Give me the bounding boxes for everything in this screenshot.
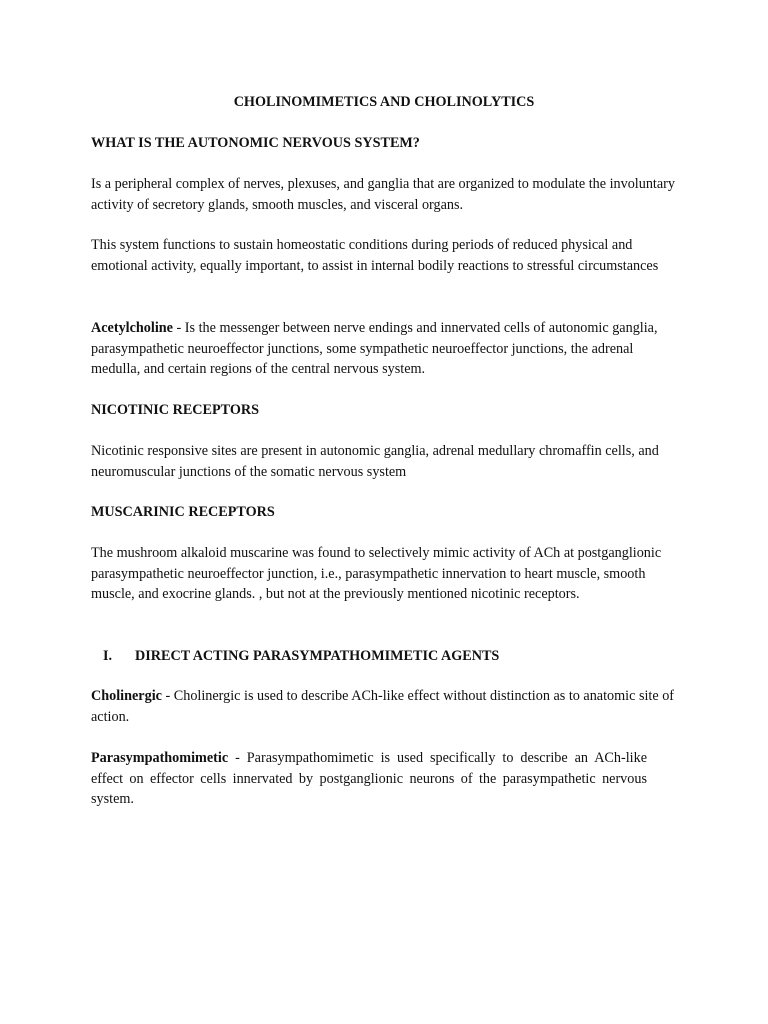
term-cholinergic: Cholinergic [91,688,162,704]
paragraph-acetylcholine [91,318,681,380]
definition-parasympathomimetic: - Parasympathomimetic is used specifically to describe an ACh-like effect on effector cells innervated by postganglionic neurons of the parasympathetic nervous system. [91,750,647,808]
term-parasympathomimetic: Parasympathomimetic [91,750,229,766]
paragraph-ans-function: This system functions to sustain homeostatic conditions during periods of reduced physical and emotional activity, equally important, to assist in internal bodily reactions to stressful circumstances [91,237,659,274]
section-number: I. [103,648,113,664]
term-acetylcholine: Acetylcholine [91,320,173,336]
document-title: CHOLINOMIMETICS AND CHOLINOLYTICS [233,94,535,110]
heading-muscarinic-receptors: MUSCARINIC RECEPTORS [91,504,275,520]
section-heading-direct-acting [91,646,681,667]
paragraph-ans-definition: Is a peripheral complex of nerves, plexuses, and ganglia that are organized to modulate the involuntary activity of secretory glands, smooth muscles, and visceral organs. [91,176,675,213]
section-title: DIRECT ACTING PARASYMPATHOMIMETIC AGENTS [135,648,500,664]
definition-acetylcholine: - Is the messenger between nerve endings and innervated cells of autonomic ganglia, parasympathetic neuroeffector junctions, some sympathetic neuroeffector junctions, the adrenal medulla, and certain regions of the central nervous system. [91,320,658,378]
heading-nicotinic-receptors: NICOTINIC RECEPTORS [91,402,260,418]
paragraph-parasympathomimetic [91,748,647,810]
paragraph-cholinergic [91,686,681,727]
paragraph-muscarinic: The mushroom alkaloid muscarine was found to selectively mimic activity of ACh at postganglionic parasympathetic neuroeffector junction, i.e., parasympathetic innervation to heart muscle, smooth muscle, and exocrine glands. , but not at the previously mentioned nicotinic receptors. [91,545,662,603]
heading-autonomic-nervous-system: WHAT IS THE AUTONOMIC NERVOUS SYSTEM? [91,135,420,151]
paragraph-nicotinic: Nicotinic responsive sites are present in autonomic ganglia, adrenal medullary chromaffin cells, and neuromuscular junctions of the somatic nervous system [91,443,659,480]
definition-cholinergic: - Cholinergic is used to describe ACh-like effect without distinction as to anatomic site of action. [91,688,675,725]
